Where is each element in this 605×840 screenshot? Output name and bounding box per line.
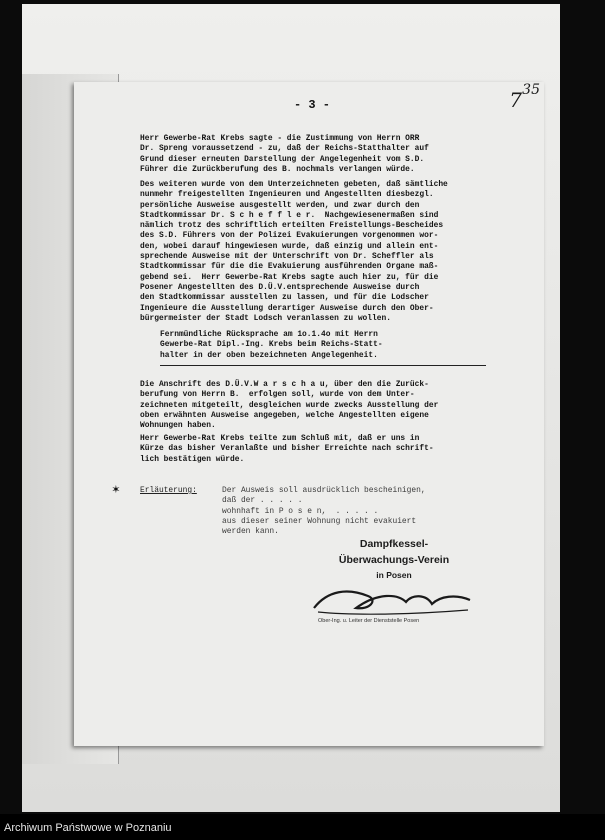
stamp-line-1: Dampfkessel- — [359, 538, 429, 550]
footnote-text: Der Ausweis soll ausdrücklich bescheinigen, daß der . . . . . wohnhaft in P o s e n, . . . . . aus dieser seiner Wohnung nicht evakuiert werden kann. — [222, 486, 426, 537]
paragraph-warschau-address: Die Anschrift des D.Ü.V.W a r s c h a u, über den die Zurück- berufung von Herrn B. erfolgen soll, wurde von dem Unter- zeichneten mitgeteilt, desgleichen wurde zwecks Ausstellung der oben erwähnten Ausweise angegeben, welche Angestellten eigene Wohnungen haben. — [140, 380, 439, 431]
paragraph-krebs-consent: Herr Gewerbe-Rat Krebs sagte - die Zustimmung von Herrn ORR Dr. Spreng voraussetzend - zu, daß der Reichs-Statthalter auf Grund dieser erneuten Darstellung der Angelegenheit vom S.D. Führer die Zurückberufung des B. nochmals verlangen würde. — [140, 134, 429, 174]
paragraph-closing: Herr Gewerbe-Rat Krebs teilte zum Schluß mit, daß er uns in Kürze das bisher Veranlaßte und bisher Erreichte nach schrift- lich bestätigen würde. — [140, 434, 434, 464]
document-sheet — [74, 82, 544, 746]
manuscript-folio-mark: 35 — [522, 82, 540, 98]
phone-call-note: Fernmündliche Rücksprache am 1o.1.4o mit Herrn Gewerbe-Rat Dipl.-Ing. Krebs beim Reichs-Statt- halter in der oben bezeichneten Angelegenheit. — [160, 330, 486, 366]
manuscript-mark: 7 — [509, 88, 522, 112]
page-number: - 3 - — [294, 98, 331, 112]
organization-stamp — [304, 538, 484, 580]
stamp-line-2: Überwachungs-Verein — [338, 554, 450, 566]
paragraph-ausweise-request: Des weiteren wurde von dem Unterzeichneten gebeten, daß sämtliche nunmehr freigestellten Ingenieuren und Angestellten diesbezgl. persönliche Ausweise ausgestellt werden, und zwar durch den Stadtkommissar Dr. S c h e f f l e r. Nachgewiesenermaßen sind nämlich trotz des schriftlich erteilten Freistellungs-Bescheides des S.D. Führers von der Polizei Evakuierungen vorgenommen wor- den, wobei darauf hingewiesen wurde, daß einzig und allein ent- sprechende Ausweise mit der Unterschrift von Dr. Scheffler als Stadtkommissar für die die Evakuierung ausführenden Organe maß- gebend sei. Herr Gewerbe-Rat Krebs sagte auch hier zu, für die Posener Angestellten des D.Ü.V.entsprechende Ausweise durch den Stadtkommissar ausstellen zu lassen, und für die Lodscher Ingenieure die Ausstellung derartiger Ausweise durch den Ober- bürgermeister der Stadt Lodsch veranlassen zu wollen. — [140, 180, 448, 323]
footnote-marker: ✶ — [112, 482, 120, 497]
handwritten-signature — [308, 582, 478, 618]
stamp-subline: Ober-Ing. u. Leiter der Dienststelle Posen — [318, 618, 420, 624]
archive-label: Archiwum Państwowe w Poznaniu — [4, 822, 172, 834]
stamp-line-3: in Posen — [376, 570, 412, 580]
footnote-label: Erläuterung: — [140, 486, 197, 495]
underlying-page — [22, 4, 560, 812]
archive-footer — [0, 814, 605, 840]
